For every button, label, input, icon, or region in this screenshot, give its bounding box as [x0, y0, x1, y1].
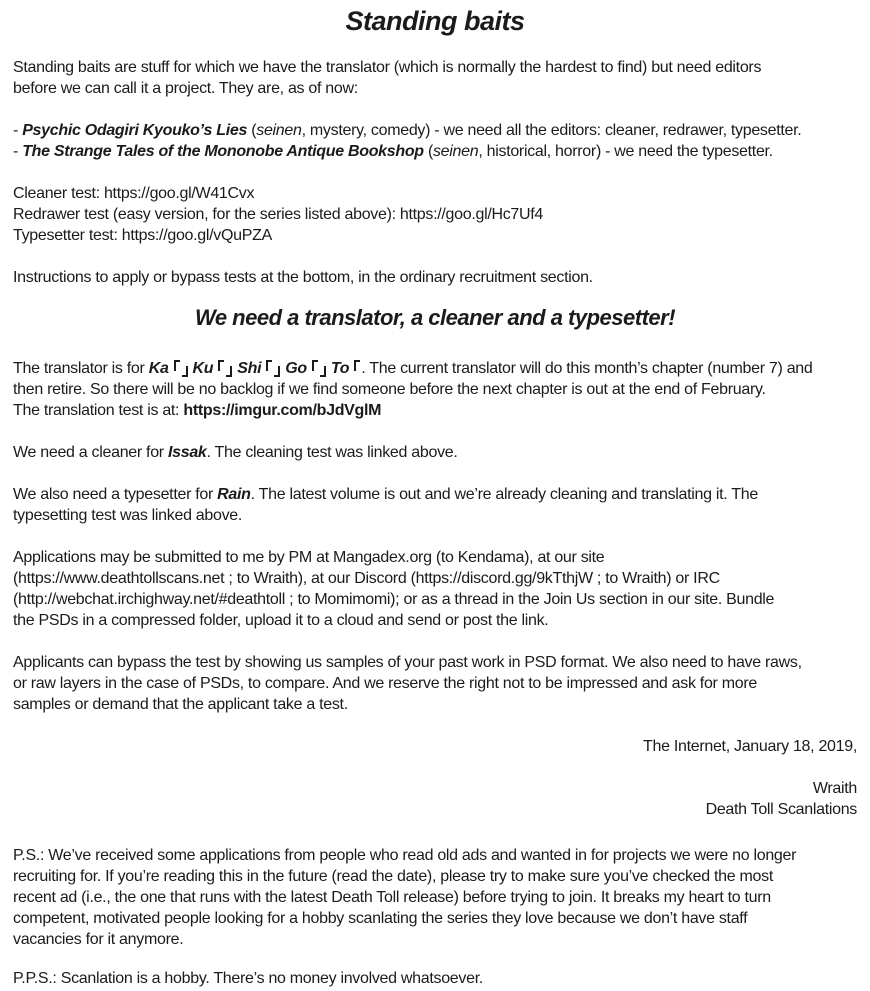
- signature-group: Death Toll Scanlations: [705, 801, 857, 818]
- text-line: Redrawer test (easy version, for the series listed above): https://goo.gl/Hc7Uf4: [13, 206, 544, 223]
- text-segment: Issak: [167, 444, 207, 461]
- text-segment: , historical, horror) - we need the typesetter.: [478, 143, 773, 160]
- text-line: samples or demand that the applicant take a test.: [13, 696, 348, 713]
- corner-bracket-open-icon: [312, 360, 318, 371]
- standing-baits-list: [13, 120, 857, 162]
- text-line: [13, 442, 857, 463]
- text-segment: Go: [285, 360, 307, 377]
- typesetter-paragraph: [13, 484, 857, 526]
- test-links-block: [13, 183, 857, 246]
- text-line: the PSDs in a compressed folder, upload it to a cloud and send or post the link.: [13, 612, 549, 629]
- text-line: (https://www.deathtollscans.net ; to Wraith), at our Discord (https://discord.gg/9kTthjW ; to Wraith) or IRC: [13, 570, 720, 587]
- text-line: then retire. So there will be no backlog if we find someone before the next chapter is out at the end of February.: [13, 381, 766, 398]
- translator-paragraph: [13, 358, 857, 421]
- text-segment: Rain: [217, 486, 251, 503]
- text-line: [13, 120, 857, 141]
- corner-bracket-open-icon: [174, 360, 180, 371]
- text-line: P.S.: We’ve received some applications from people who read old ads and wanted in for projects we were no longer: [13, 847, 797, 864]
- page-title: Standing baits: [345, 6, 525, 36]
- text-line: vacancies for it anymore.: [13, 931, 184, 948]
- applications-paragraph: [13, 547, 857, 631]
- corner-bracket-close-icon: [182, 366, 188, 377]
- signature-block: [13, 778, 857, 820]
- text-line: [13, 484, 857, 505]
- corner-bracket-close-icon: [226, 366, 232, 377]
- text-line: [13, 358, 857, 379]
- text-line: typesetting test was linked above.: [13, 507, 243, 524]
- text-segment: The translation test is at:: [13, 402, 184, 419]
- text-segment: Shi: [237, 360, 262, 377]
- text-line: [13, 141, 857, 162]
- text-segment: . The current translator will do this month’s chapter (number 7) and: [361, 360, 813, 377]
- text-segment: The translator is for: [13, 360, 149, 377]
- text-line: (http://webchat.irchighway.net/#deathtoll ; to Momimomi); or as a thread in the Join Us section in our site. Bundle: [13, 591, 775, 608]
- text-segment: seinen: [432, 143, 479, 160]
- text-line: Cleaner test: https://goo.gl/W41Cvx: [13, 185, 255, 202]
- text-line: Applicants can bypass the test by showing us samples of your past work in PSD format. We also need to have raws,: [13, 654, 802, 671]
- text-segment: https://imgur.com/bJdVglM: [183, 402, 382, 419]
- text-segment: We need a cleaner for: [13, 444, 168, 461]
- signature-dateline: The Internet, January 18, 2019,: [643, 738, 857, 755]
- text-segment: (: [247, 122, 257, 139]
- ps-paragraph: [13, 845, 857, 950]
- corner-bracket-open-icon: [354, 360, 360, 371]
- corner-bracket-open-icon: [266, 360, 272, 371]
- corner-bracket-close-icon: [274, 366, 280, 377]
- text-segment: seinen: [256, 122, 302, 139]
- text-segment: -: [13, 143, 23, 160]
- text-segment: , mystery, comedy) - we need all the editors: cleaner, redrawer, typesetter.: [301, 122, 802, 139]
- instructions-note: Instructions to apply or bypass tests at the bottom, in the ordinary recruitment section.: [13, 269, 593, 286]
- text-line: recent ad (i.e., the one that runs with the latest Death Toll release) before trying to join. It breaks my heart to turn: [13, 889, 771, 906]
- text-line: recruiting for. If you’re reading this in the future (read the date), please try to make sure you’ve checked the most: [13, 868, 773, 885]
- text-line: or raw layers in the case of PSDs, to compare. And we reserve the right not to be impressed and ask for more: [13, 675, 757, 692]
- section-heading: We need a translator, a cleaner and a typesetter!: [194, 305, 676, 330]
- text-segment: Psychic Odagiri Kyouko’s Lies: [22, 122, 248, 139]
- text-segment: To: [330, 360, 350, 377]
- text-segment: We also need a typesetter for: [13, 486, 218, 503]
- text-segment: The Strange Tales of the Mononobe Antique Bookshop: [22, 143, 424, 160]
- text-line: before we can call it a project. They are, as of now:: [13, 80, 358, 97]
- intro-paragraph: [13, 57, 857, 99]
- text-segment: . The latest volume is out and we’re already cleaning and translating it. The: [250, 486, 758, 503]
- text-segment: (: [423, 143, 433, 160]
- pps-paragraph: P.P.S.: Scanlation is a hobby. There’s no money involved whatsoever.: [13, 970, 483, 987]
- text-segment: -: [13, 122, 23, 139]
- corner-bracket-close-icon: [320, 366, 326, 377]
- cleaner-paragraph: [13, 442, 857, 463]
- text-line: Typesetter test: https://goo.gl/vQuPZA: [13, 227, 272, 244]
- text-segment: Ka: [148, 360, 169, 377]
- bypass-paragraph: [13, 652, 857, 715]
- signature-name: Wraith: [812, 780, 857, 797]
- text-segment: Ku: [192, 360, 214, 377]
- text-line: competent, motivated people looking for a hobby scanlating the series they love because we don’t have staff: [13, 910, 748, 927]
- corner-bracket-open-icon: [218, 360, 224, 371]
- text-line: [13, 400, 857, 421]
- text-line: Standing baits are stuff for which we have the translator (which is normally the hardest to find) but need editors: [13, 59, 762, 76]
- text-segment: . The cleaning test was linked above.: [206, 444, 458, 461]
- text-line: Applications may be submitted to me by PM at Mangadex.org (to Kendama), at our site: [13, 549, 605, 566]
